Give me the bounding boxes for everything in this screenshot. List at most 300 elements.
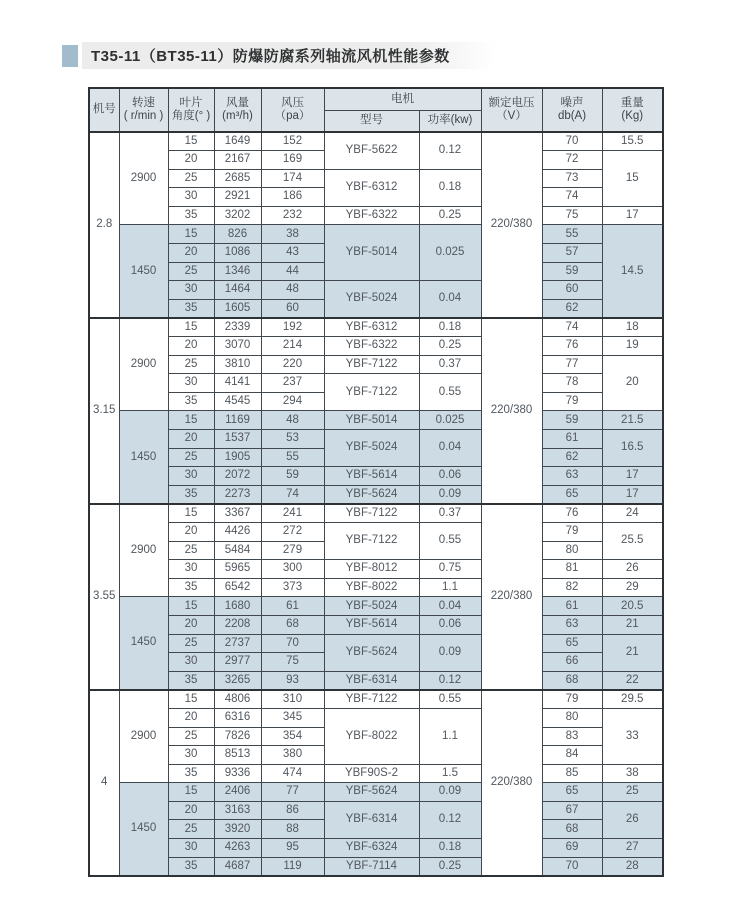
cell-motor-model: YBF-5014 [324, 225, 419, 281]
cell-noise: 77 [542, 355, 602, 374]
cell-weight: 29 [602, 578, 663, 597]
cell-air-volume: 2339 [214, 318, 261, 337]
cell-air-pressure: 169 [261, 151, 324, 170]
cell-voltage: 220/380 [481, 318, 542, 504]
cell-motor-power: 0.12 [419, 801, 481, 838]
cell-motor-model: YBF-5024 [324, 281, 419, 318]
cell-motor-model: YBF-6312 [324, 318, 419, 337]
cell-air-volume: 2072 [214, 467, 261, 486]
cell-motor-model: YBF-5624 [324, 485, 419, 504]
cell-air-pressure: 77 [261, 783, 324, 802]
cell-noise: 82 [542, 578, 602, 597]
cell-air-volume: 3920 [214, 820, 261, 839]
cell-noise: 67 [542, 801, 602, 820]
cell-blade-angle: 25 [168, 355, 214, 374]
cell-motor-model: YBF-6314 [324, 801, 419, 838]
cell-speed: 1450 [119, 411, 168, 504]
cell-weight: 25.5 [602, 522, 663, 559]
table-row [89, 337, 663, 356]
cell-air-pressure: 75 [261, 653, 324, 672]
cell-air-pressure: 48 [261, 411, 324, 430]
cell-noise: 60 [542, 281, 602, 300]
cell-blade-angle: 20 [168, 615, 214, 634]
cell-weight: 19 [602, 337, 663, 356]
cell-air-volume: 4426 [214, 522, 261, 541]
cell-noise: 74 [542, 188, 602, 207]
cell-air-pressure: 354 [261, 727, 324, 746]
cell-blade-angle: 25 [168, 820, 214, 839]
cell-air-pressure: 95 [261, 839, 324, 858]
cell-air-volume: 4263 [214, 839, 261, 858]
header-speed: 转速 ( r/min ) [119, 88, 168, 132]
cell-motor-model: YBF-7122 [324, 374, 419, 411]
cell-fan-size: 3.55 [89, 504, 119, 690]
cell-noise: 76 [542, 504, 602, 523]
cell-motor-model: YBF-8012 [324, 560, 419, 579]
cell-noise: 65 [542, 485, 602, 504]
cell-weight: 28 [602, 857, 663, 876]
cell-motor-power: 0.18 [419, 839, 481, 858]
cell-blade-angle: 20 [168, 522, 214, 541]
cell-motor-model: YBF-5014 [324, 411, 419, 430]
header-motor-power: 功率(kw) [419, 110, 481, 132]
cell-weight: 21 [602, 615, 663, 634]
cell-air-pressure: 174 [261, 169, 324, 188]
table-row [89, 411, 663, 430]
cell-air-pressure: 59 [261, 467, 324, 486]
cell-noise: 61 [542, 597, 602, 616]
cell-weight: 18 [602, 318, 663, 337]
cell-motor-power: 0.04 [419, 430, 481, 467]
table-row [89, 839, 663, 858]
cell-air-pressure: 48 [261, 281, 324, 300]
cell-weight: 38 [602, 764, 663, 783]
cell-motor-model: YBF-5024 [324, 597, 419, 616]
cell-weight: 20 [602, 355, 663, 411]
header-voltage: 额定电压 （V） [481, 88, 542, 132]
cell-air-pressure: 93 [261, 671, 324, 690]
cell-motor-model: YBF-5622 [324, 132, 419, 169]
cell-air-pressure: 86 [261, 801, 324, 820]
cell-blade-angle: 15 [168, 783, 214, 802]
cell-speed: 1450 [119, 783, 168, 876]
cell-motor-model: YBF-8022 [324, 708, 419, 764]
table-row [89, 634, 663, 653]
cell-motor-power: 0.025 [419, 411, 481, 430]
cell-blade-angle: 35 [168, 485, 214, 504]
cell-air-pressure: 310 [261, 690, 324, 709]
table-row [89, 578, 663, 597]
cell-noise: 80 [542, 541, 602, 560]
cell-blade-angle: 15 [168, 411, 214, 430]
cell-speed: 2900 [119, 318, 168, 411]
cell-fan-size: 2.8 [89, 132, 119, 318]
cell-weight: 21.5 [602, 411, 663, 430]
cell-motor-model: YBF90S-2 [324, 764, 419, 783]
cell-air-volume: 1346 [214, 262, 261, 281]
cell-air-volume: 3163 [214, 801, 261, 820]
cell-motor-model: YBF-5624 [324, 634, 419, 671]
cell-motor-power: 0.06 [419, 615, 481, 634]
cell-air-volume: 2977 [214, 653, 261, 672]
cell-noise: 73 [542, 169, 602, 188]
cell-motor-model: YBF-5614 [324, 615, 419, 634]
cell-noise: 74 [542, 318, 602, 337]
cell-noise: 62 [542, 299, 602, 318]
cell-air-pressure: 38 [261, 225, 324, 244]
cell-motor-model: YBF-7114 [324, 857, 419, 876]
cell-air-volume: 1086 [214, 244, 261, 263]
header-blade-angle: 叶片 角度(° ) [168, 88, 214, 132]
cell-blade-angle: 15 [168, 225, 214, 244]
cell-blade-angle: 30 [168, 746, 214, 765]
header-motor-group: 电机 [324, 88, 481, 110]
header-air-pressure: 风压 （pa） [261, 88, 324, 132]
cell-air-pressure: 88 [261, 820, 324, 839]
cell-noise: 63 [542, 467, 602, 486]
cell-blade-angle: 15 [168, 597, 214, 616]
cell-fan-size: 4 [89, 690, 119, 876]
cell-weight: 15.5 [602, 132, 663, 151]
cell-blade-angle: 20 [168, 708, 214, 727]
cell-air-pressure: 70 [261, 634, 324, 653]
cell-air-volume: 1169 [214, 411, 261, 430]
cell-noise: 70 [542, 132, 602, 151]
cell-motor-power: 0.25 [419, 206, 481, 225]
cell-blade-angle: 20 [168, 244, 214, 263]
cell-air-volume: 3265 [214, 671, 261, 690]
cell-motor-power: 0.25 [419, 337, 481, 356]
cell-motor-power: 0.37 [419, 504, 481, 523]
cell-voltage: 220/380 [481, 504, 542, 690]
cell-weight: 17 [602, 467, 663, 486]
cell-weight: 14.5 [602, 225, 663, 318]
cell-motor-power: 0.18 [419, 169, 481, 206]
cell-speed: 2900 [119, 132, 168, 225]
cell-motor-model: YBF-6322 [324, 337, 419, 356]
cell-noise: 68 [542, 671, 602, 690]
cell-blade-angle: 30 [168, 839, 214, 858]
header-weight: 重量 (Kg) [602, 88, 663, 132]
cell-fan-size: 3.15 [89, 318, 119, 504]
cell-motor-power: 0.25 [419, 857, 481, 876]
cell-air-volume: 1464 [214, 281, 261, 300]
cell-air-pressure: 474 [261, 764, 324, 783]
cell-motor-model: YBF-7122 [324, 504, 419, 523]
cell-blade-angle: 20 [168, 430, 214, 449]
cell-motor-power: 0.18 [419, 318, 481, 337]
cell-noise: 72 [542, 151, 602, 170]
cell-noise: 79 [542, 522, 602, 541]
cell-blade-angle: 25 [168, 634, 214, 653]
cell-motor-power: 0.06 [419, 467, 481, 486]
cell-noise: 75 [542, 206, 602, 225]
cell-blade-angle: 30 [168, 374, 214, 393]
cell-noise: 79 [542, 392, 602, 411]
cell-motor-power: 1.1 [419, 708, 481, 764]
cell-noise: 57 [542, 244, 602, 263]
cell-blade-angle: 15 [168, 504, 214, 523]
cell-motor-model: YBF-7122 [324, 355, 419, 374]
cell-blade-angle: 25 [168, 541, 214, 560]
cell-noise: 81 [542, 560, 602, 579]
cell-air-pressure: 220 [261, 355, 324, 374]
cell-motor-power: 0.025 [419, 225, 481, 281]
header-noise: 噪声 db(A) [542, 88, 602, 132]
cell-air-volume: 2208 [214, 615, 261, 634]
title-bullet-icon [62, 45, 78, 67]
cell-blade-angle: 25 [168, 448, 214, 467]
cell-motor-power: 0.04 [419, 281, 481, 318]
cell-blade-angle: 25 [168, 727, 214, 746]
cell-noise: 69 [542, 839, 602, 858]
cell-air-volume: 2167 [214, 151, 261, 170]
cell-weight: 27 [602, 839, 663, 858]
cell-noise: 65 [542, 634, 602, 653]
cell-blade-angle: 35 [168, 206, 214, 225]
cell-air-volume: 1605 [214, 299, 261, 318]
cell-air-pressure: 345 [261, 708, 324, 727]
cell-voltage: 220/380 [481, 690, 542, 876]
table-row [89, 504, 663, 523]
cell-motor-model: YBF-5614 [324, 467, 419, 486]
cell-air-volume: 2685 [214, 169, 261, 188]
table-row [89, 615, 663, 634]
cell-air-volume: 3202 [214, 206, 261, 225]
table-row [89, 801, 663, 820]
cell-weight: 17 [602, 485, 663, 504]
cell-motor-power: 0.55 [419, 690, 481, 709]
spec-table-header [89, 88, 663, 132]
cell-noise: 55 [542, 225, 602, 244]
cell-blade-angle: 30 [168, 467, 214, 486]
table-row [89, 467, 663, 486]
cell-air-pressure: 60 [261, 299, 324, 318]
cell-weight: 29.5 [602, 690, 663, 709]
table-row [89, 522, 663, 541]
cell-air-pressure: 373 [261, 578, 324, 597]
cell-blade-angle: 35 [168, 578, 214, 597]
cell-air-pressure: 279 [261, 541, 324, 560]
cell-air-pressure: 119 [261, 857, 324, 876]
cell-air-pressure: 300 [261, 560, 324, 579]
cell-noise: 59 [542, 411, 602, 430]
cell-blade-angle: 20 [168, 801, 214, 820]
cell-air-volume: 4806 [214, 690, 261, 709]
cell-air-pressure: 214 [261, 337, 324, 356]
cell-noise: 78 [542, 374, 602, 393]
cell-motor-model: YBF-6314 [324, 671, 419, 690]
cell-motor-power: 0.09 [419, 783, 481, 802]
table-row [89, 690, 663, 709]
cell-noise: 65 [542, 783, 602, 802]
cell-air-volume: 826 [214, 225, 261, 244]
cell-noise: 85 [542, 764, 602, 783]
cell-motor-power: 1.1 [419, 578, 481, 597]
cell-air-volume: 2921 [214, 188, 261, 207]
cell-blade-angle: 15 [168, 690, 214, 709]
cell-motor-power: 1.5 [419, 764, 481, 783]
cell-air-volume: 5965 [214, 560, 261, 579]
cell-air-pressure: 74 [261, 485, 324, 504]
cell-air-volume: 6316 [214, 708, 261, 727]
cell-air-pressure: 43 [261, 244, 324, 263]
cell-air-volume: 7826 [214, 727, 261, 746]
cell-weight: 26 [602, 801, 663, 838]
table-row [89, 560, 663, 579]
cell-motor-model: YBF-5624 [324, 783, 419, 802]
cell-air-pressure: 44 [261, 262, 324, 281]
cell-motor-model: YBF-6324 [324, 839, 419, 858]
cell-speed: 2900 [119, 504, 168, 597]
cell-air-volume: 5484 [214, 541, 261, 560]
cell-noise: 68 [542, 820, 602, 839]
table-row [89, 597, 663, 616]
table-row [89, 225, 663, 244]
cell-noise: 84 [542, 746, 602, 765]
cell-air-volume: 4141 [214, 374, 261, 393]
cell-motor-model: YBF-5024 [324, 430, 419, 467]
cell-noise: 63 [542, 615, 602, 634]
cell-motor-power: 0.04 [419, 597, 481, 616]
cell-blade-angle: 35 [168, 764, 214, 783]
cell-blade-angle: 25 [168, 262, 214, 281]
header-motor-model: 型号 [324, 110, 419, 132]
cell-air-pressure: 53 [261, 430, 324, 449]
cell-air-volume: 2737 [214, 634, 261, 653]
table-row [89, 169, 663, 188]
cell-noise: 66 [542, 653, 602, 672]
table-row [89, 708, 663, 727]
cell-motor-power: 0.37 [419, 355, 481, 374]
cell-air-volume: 2273 [214, 485, 261, 504]
cell-blade-angle: 15 [168, 318, 214, 337]
cell-motor-model: YBF-8022 [324, 578, 419, 597]
cell-noise: 80 [542, 708, 602, 727]
cell-weight: 24 [602, 504, 663, 523]
table-row [89, 206, 663, 225]
cell-air-pressure: 192 [261, 318, 324, 337]
cell-blade-angle: 15 [168, 132, 214, 151]
cell-air-pressure: 68 [261, 615, 324, 634]
cell-blade-angle: 20 [168, 337, 214, 356]
cell-blade-angle: 30 [168, 560, 214, 579]
cell-speed: 2900 [119, 690, 168, 783]
cell-weight: 16.5 [602, 430, 663, 467]
cell-air-pressure: 186 [261, 188, 324, 207]
cell-air-pressure: 237 [261, 374, 324, 393]
cell-motor-power: 0.12 [419, 671, 481, 690]
cell-blade-angle: 25 [168, 169, 214, 188]
spec-table-wrap [88, 87, 664, 877]
cell-air-volume: 9336 [214, 764, 261, 783]
cell-air-pressure: 152 [261, 132, 324, 151]
cell-noise: 79 [542, 690, 602, 709]
table-row [89, 485, 663, 504]
cell-air-volume: 4545 [214, 392, 261, 411]
cell-weight: 25 [602, 783, 663, 802]
cell-motor-power: 0.12 [419, 132, 481, 169]
cell-motor-power: 0.55 [419, 522, 481, 559]
cell-weight: 21 [602, 634, 663, 671]
page-title: T35-11（BT35-11）防爆防腐系列轴流风机性能参数 [82, 42, 496, 69]
cell-air-volume: 1537 [214, 430, 261, 449]
cell-blade-angle: 35 [168, 671, 214, 690]
table-row [89, 764, 663, 783]
cell-air-volume: 1649 [214, 132, 261, 151]
cell-motor-power: 0.75 [419, 560, 481, 579]
cell-blade-angle: 20 [168, 151, 214, 170]
cell-air-pressure: 294 [261, 392, 324, 411]
cell-blade-angle: 35 [168, 392, 214, 411]
header-fan-size: 机号 [89, 88, 119, 132]
cell-motor-model: YBF-6312 [324, 169, 419, 206]
cell-air-volume: 4687 [214, 857, 261, 876]
cell-voltage: 220/380 [481, 132, 542, 318]
cell-air-pressure: 380 [261, 746, 324, 765]
cell-noise: 62 [542, 448, 602, 467]
cell-blade-angle: 30 [168, 281, 214, 300]
table-row [89, 374, 663, 393]
cell-blade-angle: 35 [168, 857, 214, 876]
cell-noise: 83 [542, 727, 602, 746]
cell-air-volume: 1680 [214, 597, 261, 616]
cell-air-pressure: 232 [261, 206, 324, 225]
table-row [89, 132, 663, 151]
cell-weight: 17 [602, 206, 663, 225]
header-air-volume: 风量 (m³/h) [214, 88, 261, 132]
cell-air-pressure: 55 [261, 448, 324, 467]
cell-air-volume: 3070 [214, 337, 261, 356]
cell-speed: 1450 [119, 597, 168, 690]
table-row [89, 857, 663, 876]
cell-noise: 59 [542, 262, 602, 281]
cell-air-pressure: 272 [261, 522, 324, 541]
cell-motor-power: 0.09 [419, 634, 481, 671]
cell-air-pressure: 241 [261, 504, 324, 523]
cell-blade-angle: 30 [168, 653, 214, 672]
spec-table-body [89, 132, 663, 876]
spec-table [88, 87, 664, 877]
cell-speed: 1450 [119, 225, 168, 318]
cell-air-volume: 6542 [214, 578, 261, 597]
cell-weight: 33 [602, 708, 663, 764]
page-title-row [62, 42, 496, 69]
cell-air-volume: 1905 [214, 448, 261, 467]
table-row [89, 355, 663, 374]
cell-noise: 61 [542, 430, 602, 449]
cell-motor-model: YBF-7122 [324, 522, 419, 559]
cell-weight: 15 [602, 151, 663, 207]
cell-air-volume: 3367 [214, 504, 261, 523]
cell-air-volume: 8513 [214, 746, 261, 765]
cell-blade-angle: 30 [168, 188, 214, 207]
table-row [89, 430, 663, 449]
cell-motor-model: YBF-6322 [324, 206, 419, 225]
cell-weight: 22 [602, 671, 663, 690]
cell-air-pressure: 61 [261, 597, 324, 616]
table-row [89, 783, 663, 802]
cell-blade-angle: 35 [168, 299, 214, 318]
cell-motor-model: YBF-7122 [324, 690, 419, 709]
cell-noise: 70 [542, 857, 602, 876]
cell-motor-power: 0.55 [419, 374, 481, 411]
cell-motor-power: 0.09 [419, 485, 481, 504]
cell-weight: 20.5 [602, 597, 663, 616]
cell-noise: 76 [542, 337, 602, 356]
table-row [89, 318, 663, 337]
cell-weight: 26 [602, 560, 663, 579]
